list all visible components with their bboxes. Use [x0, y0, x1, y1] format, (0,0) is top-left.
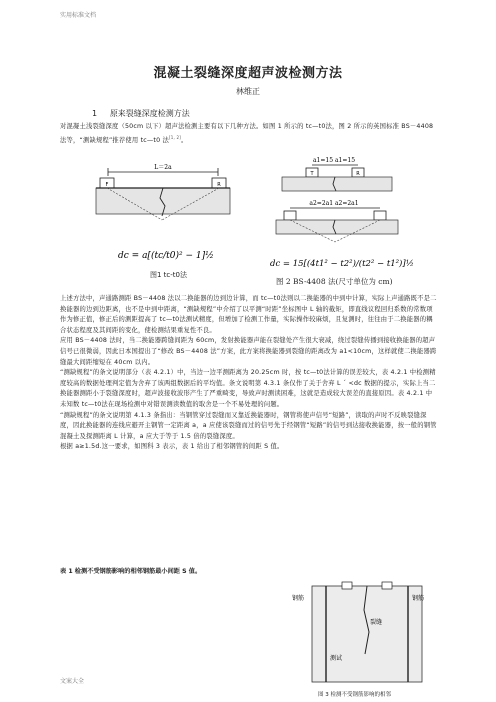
fig2-point-T: T [310, 171, 314, 177]
table-1-caption: 表 1 检测不受钢筋影响的相邻钢筋最小间距 S 值。 [60, 568, 202, 575]
fig2-mid-label: a2=2a1 a2=2a1 [309, 200, 359, 207]
fig1-formula: dc = a[(tc/t0)² − 1]½ [118, 251, 214, 261]
figure-2-caption: 图 2 BS-4408 法(尺寸单位为 cm) [276, 277, 393, 286]
intro-paragraph: 对混凝土浅裂缝深度（50cm 以下）超声法检测主要有以下几种方法。如图 1 所示的 tc—t0法，图 2 所示的英国标准 BS－4408 法等，“测缺规程”推荐使用 tc—t0 法[1, 2]。 [60, 123, 434, 144]
figure-2 [262, 150, 442, 280]
paragraph-4: “测缺规程”的条文说明第 4.1.3 条指出：当钢管穿过裂缝而又靠近换能器时，钢管将使声信号“短路”，读取的声时不反映裂缝深度，因此换能器的连线应避开主钢管一定距离 a，a 应使该裂缝而过的信号先于经钢管“短路”的信号到达接收换能器，按一般的钢管混凝土及探测距离 L 计算，a 应大于等于 1.5 倍的裂缝深度。 [60, 411, 437, 440]
section-number: 1 [92, 109, 98, 118]
figure-1-diagram [90, 158, 240, 270]
figure-3 [290, 580, 440, 688]
figure-1-caption: 图1 tc-t0法 [150, 271, 187, 279]
fig3-label-rebar: 钢筋 [292, 595, 305, 602]
intro-text: 对混凝土浅裂缝深度（50cm 以下）超声法检测主要有以下几种方法。如图 1 所示的 tc—t0法，图 2 所示的英国标准 BS－4408 法等，“测缺规程”推荐使用 tc—t0 法 [60, 123, 434, 144]
fig3-label-rebar-2: 钢筋 [412, 595, 425, 602]
paragraph-5: 根据 a≥1.5d.这一要求，如图科 3 表示，表 1 给出了相邻钢管的间距 S 值。 [60, 443, 284, 451]
paragraph-1: 上述方法中，声通路测距 BS－4408 法以二换能器的边到边计算，而 tc—t0法则以二换能器的中到中计算，实际上声通路既不是二换能器的边到边距离，也不是中到中距离，“测缺规程”中介绍了以平测“时距”坐标图中 L 轴的截矩，即直线议程回归系数的常数项作为修正值，修正后的测距提高了 tc—t0法测试精度，但增加了检测工作量，实际操作较麻烦，且复测时，往往由于二换能器的耦合状态程度及其间距的变化，使检测结果重复性不良。 [60, 295, 437, 334]
figure-3-caption: 图 3 检测不受钢筋影响的相邻 [318, 692, 391, 698]
page-header: 实用标准文档 [60, 12, 97, 19]
figure-2-diagram [262, 150, 442, 275]
fig3-label-test: 测试 [330, 655, 343, 662]
fig2-top-label: a1=15 a1=15 [312, 157, 356, 164]
fig1-top-label: L＝2a [154, 164, 172, 171]
concrete-surface [96, 188, 230, 214]
figure-1 [90, 158, 240, 278]
fig2-formula: dc = 15[(4t1² − t2²)/(t2² − t1²)]½ [270, 259, 414, 269]
fig2-point-R: R [356, 171, 360, 177]
document-title: 混凝土裂缝深度超声波检测方法 [153, 66, 343, 81]
page-footer: 文案大全 [60, 678, 85, 685]
fig1-point-F: F [105, 182, 109, 188]
intro-reference: [1, 2] [169, 134, 181, 140]
paragraph-3: “测缺规程”的条文说明部分（表 4.2.1）中，当边一边平测距离为 20.25cm 时，按 tc—t0法计算的误差较大，表 4.2.1 中检测精度较高的数据处理判定值为舍弃了该两组数据后的平均值。条文说明第 4.3.1 条仅作了关于舍弃 L ˊ <dc 数据的提示，实际上当二换能器测距小于裂缝深度时，超声波接收波形产生了严重畸变，导致声时测读困难，这就是造成较大误差的直接原因。表 4.2.1 中未知数 tc—t0法在现场检测中对错误测读数值的取舍是一个不易处理的问题。 [60, 369, 436, 408]
fig3-label-crack: 裂缝 [370, 619, 383, 626]
body-text [60, 294, 438, 453]
fig1-point-R: R [217, 182, 221, 188]
author-name: 林维正 [236, 87, 260, 96]
paragraph-2: 应用 BS－4408 法时，当二换能器跨缝间距为 60cm，发射换能器声能在裂缝处产生很大衰减，绕过裂缝传播到接收换能器的超声信号已很微弱，因此日本国提出了“修改 BS－4408 法”方案，此方案将换能器到裂缝的距离改为 a1<10cm，这样就使二换能器跨缝最大间距缩短在 40cm 以内。 [60, 337, 437, 366]
section-title: 原来裂缝深度检测方法 [109, 109, 190, 118]
figure-3-diagram [290, 580, 440, 688]
section-heading [92, 108, 190, 119]
concrete-section [312, 586, 425, 682]
